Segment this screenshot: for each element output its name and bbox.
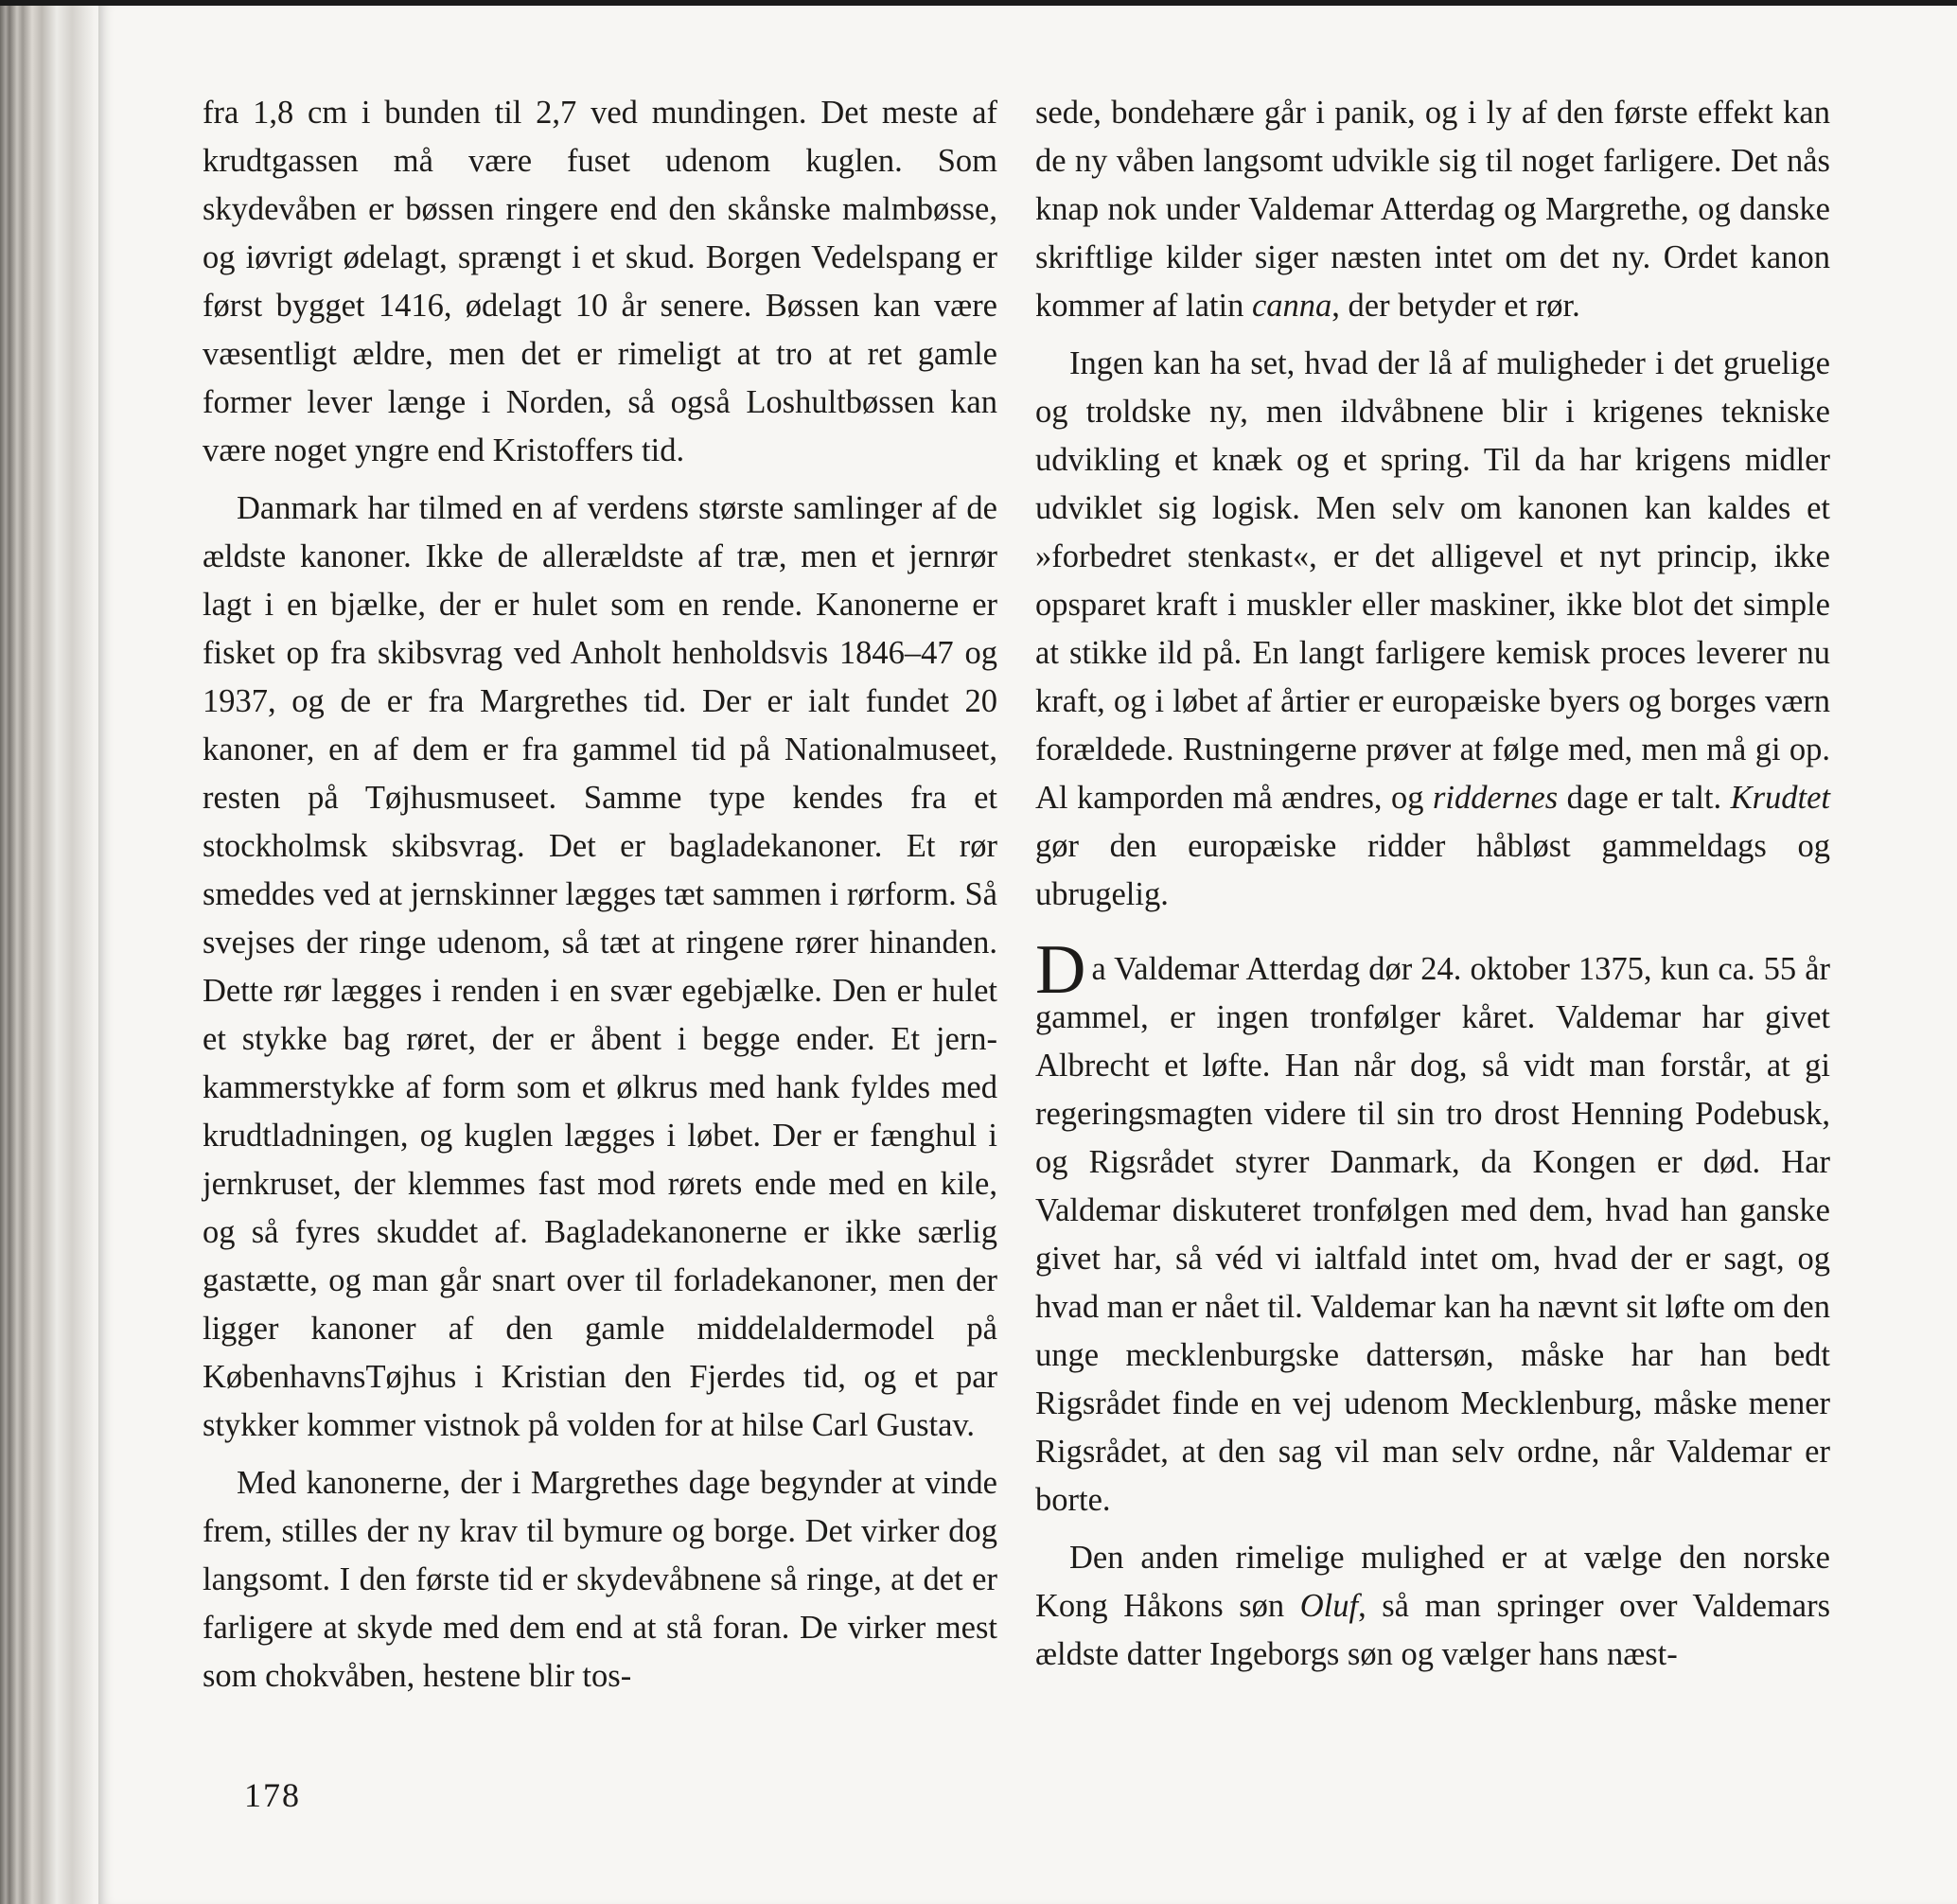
page-number: 178 (244, 1776, 301, 1814)
italic-term: Oluf (1299, 1588, 1359, 1624)
text-run: Den anden rimelige mulighed er at vælge den norske Kong Håkons søn (1035, 1540, 1830, 1624)
text-run: Ingen kan ha set, hvad der lå af muligheder i det gruelige og troldske ny, men ildvåbnene blir i krigenes tekniske udvikling et knæk og et spring. Til da har krigens midler udviklet sig logisk. Men selv om kanonen kan kaldes et »forbedret stenkast«, er det alligevel et nyt princip, ikke opsparet kraft i muskler eller maskiner, ikke blot det simple at stikke ild på. En langt farligere kemisk proces leverer nu kraft, og i løbet af årtier er europæiske byers og borges værn forældede. Rustningerne prøver at følge med, men må gi op. Al kamporden må ændres, og (1035, 345, 1830, 816)
paragraph: Med kanonerne, der i Margrethes dage begynder at vinde frem, stilles der ny krav til bymure og borge. Det virker dog langsomt. I den første tid er skydevåbnene så ringe, at det er farligere at skyde med dem end at stå foran. De virker mest som chokvåben, hestene blir tos- (203, 1465, 997, 1694)
paragraph: Danmark har tilmed en af verdens største samlinger af de ældste kanoner. Ikke de allerældste af træ, men et jernrør lagt i en bjælke, der er hulet som en rende. Kanonerne er fisket op fra skibsvrag ved Anholt henholdsvis 1846–47 og 1937, og de er fra Margrethes tid. Der er ialt fundet 20 kanoner, en af dem er fra gammel tid på Nationalmuseet, resten på Tøjhusmuseet. Samme type kendes fra et stockholmsk skibsvrag. Det er bagladekanoner. Et rør smeddes ved at jernskinner lægges tæt sammen i rørform. Så svejses der ringe udenom, så tæt at ringene rører hinanden. Dette rør lægges i renden i en svær egebjælke. Den er hulet et stykke bag røret, der er åbent i begge ender. Et jern-kammerstykke af form som et ølkrus med hank fyldes med krudtladningen, og kuglen lægges i løbet. Der er fænghul i jernkruset, der klemmes fast mod rørets ende med en kile, og så fyres skuddet af. Bagladekanonerne er ikke særlig gastætte, og man går snart over til forladekanoner, men der ligger kanoner af den gamle middelaldermodel på KøbenhavnsTøjhus i Kristian den Fjerdes tid, og et par stykker kommer vistnok på volden for at hilse Carl Gustav. (203, 490, 997, 1443)
text-run: a Valdemar Atterdag dør 24. oktober 1375, kun ca. 55 år gammel, er ingen tronfølger kåret. Valdemar har givet Albrecht et løfte. Han når dog, så vidt man forstår, at gi regeringsmagten videre til sin tro drost Henning Podebusk, og Rigsrådet styrer Danmark, da Kongen er død. Har Valdemar diskuteret tronfølgen med dem, hvad han ganske givet har, så véd vi ialtfald intet om, hvad der er sagt, og hvad man er nået til. Valdemar kan ha nævnt sit løfte om den unge mecklenburgske dattersøn, måske har han bedt Rigsrådet finde en vej udenom Mecklenburg, måske mener Rigsrådet, at den sag vil man selv ordne, når Valdemar er borte. (1035, 951, 1830, 1518)
section-paragraph (1035, 931, 1830, 1525)
text-run: , så man springer over Valdemars ældste datter Ingeborgs søn og vælger hans næst- (1035, 1588, 1831, 1672)
italic-term: canna (1251, 288, 1332, 324)
paragraph (1035, 89, 1830, 330)
right-column (1035, 89, 1830, 1679)
paragraph (1035, 340, 1830, 919)
text-run: , der betyder et rør. (1331, 288, 1580, 324)
page-edges (0, 6, 104, 1904)
italic-term: Krudtet (1730, 780, 1831, 816)
paragraph (1035, 1534, 1830, 1679)
paragraph: fra 1,8 cm i bunden til 2,7 ved mundingen. Det meste af krudtgassen må være fuset udenom kuglen. Som skydevåben er bøssen ringere end den skånske malmbøsse, og iøvrigt ødelagt, sprængt i et skud. Borgen Vedelspang er først bygget 1416, ødelagt 10 år senere. Bøssen kan være væsentligt ældre, men det er rimeligt at tro at ret gamle former lever længe i Norden, så også Loshultbøssen kan være noget yngre end Kristoffers tid. (203, 95, 997, 468)
drop-cap: D (1035, 931, 1086, 1009)
text-run: sede, bondehære går i panik, og i ly af den første effekt kan de ny våben langsomt udvikle sig til noget farligere. Det nås knap nok under Valdemar Atterdag og Margrethe, og danske skriftlige kilder siger næsten intet om det ny. Ordet kanon kommer af latin (1035, 95, 1830, 324)
left-column (203, 89, 997, 1701)
text-run: dage er talt. (1558, 780, 1722, 816)
book-page (98, 6, 1957, 1904)
italic-term: riddernes (1432, 780, 1559, 816)
text-run: gør den europæiske ridder håbløst gammeldags og ubrugelig. (1035, 828, 1830, 912)
